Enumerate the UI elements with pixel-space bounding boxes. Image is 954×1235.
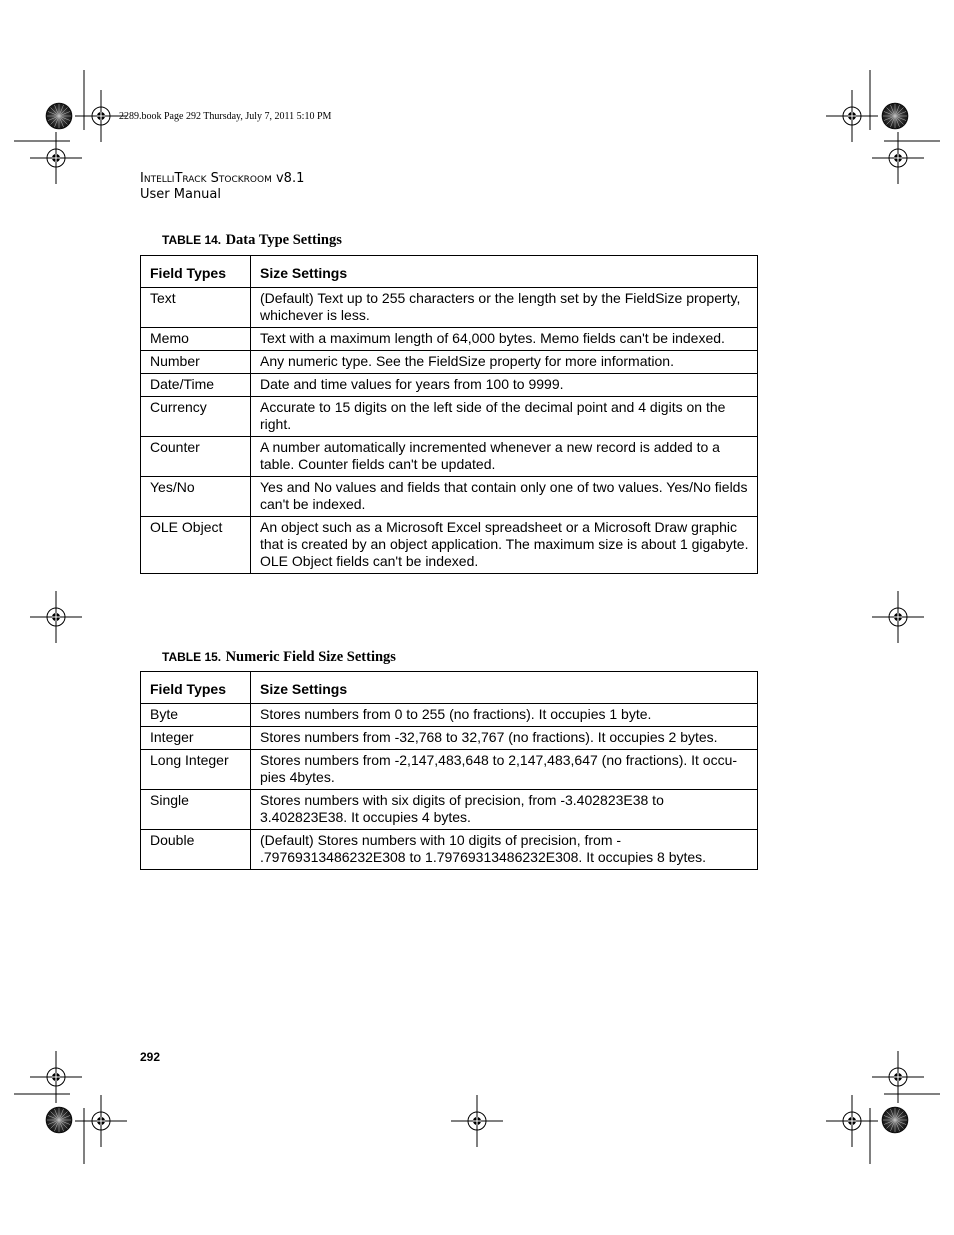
running-header-title: IntelliTrack Stockroom v8.1: [140, 171, 305, 186]
table-row: [141, 790, 758, 830]
field-type-cell: Number: [141, 351, 251, 374]
slug-line: 2289.book Page 292 Thursday, July 7, 2011 5:10 PM: [119, 111, 332, 122]
field-type-cell: Integer: [141, 727, 251, 750]
table-row: [141, 727, 758, 750]
column-header: Field Types: [141, 256, 251, 288]
table-row: [141, 517, 758, 574]
table-row: [141, 397, 758, 437]
table-row: [141, 288, 758, 328]
size-setting-cell: Stores numbers from -32,768 to 32,767 (no fractions). It occupies 2 bytes.: [251, 727, 758, 750]
size-setting-cell: (Default) Stores numbers with 10 digits of precision, from - .79769313486232E308 to 1.79769313486232E308. It occupies 8 bytes.: [251, 830, 758, 870]
field-type-cell: Yes/No: [141, 477, 251, 517]
field-type-cell: Byte: [141, 704, 251, 727]
field-type-cell: Text: [141, 288, 251, 328]
size-setting-cell: Date and time values for years from 100 to 9999.: [251, 374, 758, 397]
table-row: [141, 328, 758, 351]
table14-title: Data Type Settings: [225, 232, 342, 248]
size-setting-cell: Stores numbers from 0 to 255 (no fractions). It occupies 1 byte.: [251, 704, 758, 727]
column-header: Size Settings: [251, 256, 758, 288]
field-type-cell: Double: [141, 830, 251, 870]
numeric-field-size-table: [140, 671, 758, 870]
field-type-cell: Date/Time: [141, 374, 251, 397]
table-header-row: [141, 256, 758, 288]
size-setting-cell: Text with a maximum length of 64,000 bytes. Memo fields can't be indexed.: [251, 328, 758, 351]
field-type-cell: Single: [141, 790, 251, 830]
table15-title: Numeric Field Size Settings: [225, 649, 396, 665]
table-row: [141, 437, 758, 477]
table-row: [141, 477, 758, 517]
table15-number: TABLE 15.: [162, 650, 222, 664]
size-setting-cell: Stores numbers from -2,147,483,648 to 2,147,483,647 (no fractions). It occu- pies 4bytes.: [251, 750, 758, 790]
table-row: [141, 830, 758, 870]
table-row: [141, 750, 758, 790]
size-setting-cell: Yes and No values and fields that contain only one of two values. Yes/No fields can't be indexed.: [251, 477, 758, 517]
field-type-cell: OLE Object: [141, 517, 251, 574]
field-type-cell: Counter: [141, 437, 251, 477]
size-setting-cell: A number automatically incremented whenever a new record is added to a table. Counter fields can't be updated.: [251, 437, 758, 477]
field-type-cell: Memo: [141, 328, 251, 351]
running-header-subtitle: User Manual: [140, 187, 222, 202]
field-type-cell: Currency: [141, 397, 251, 437]
table14-number: TABLE 14.: [162, 233, 222, 247]
table-header-row: [141, 672, 758, 704]
size-setting-cell: (Default) Text up to 255 characters or the length set by the FieldSize property, whichever is less.: [251, 288, 758, 328]
table14-caption: [162, 231, 342, 249]
size-setting-cell: Stores numbers with six digits of precision, from -3.402823E38 to 3.402823E38. It occupies 4 bytes.: [251, 790, 758, 830]
column-header: Size Settings: [251, 672, 758, 704]
size-setting-cell: Any numeric type. See the FieldSize property for more information.: [251, 351, 758, 374]
table-row: [141, 351, 758, 374]
table-row: [141, 374, 758, 397]
data-type-settings-table: [140, 255, 758, 574]
size-setting-cell: Accurate to 15 digits on the left side of the decimal point and 4 digits on the right.: [251, 397, 758, 437]
field-type-cell: Long Integer: [141, 750, 251, 790]
column-header: Field Types: [141, 672, 251, 704]
table15-caption: [162, 648, 396, 666]
table-row: [141, 704, 758, 727]
size-setting-cell: An object such as a Microsoft Excel spreadsheet or a Microsoft Draw graphic that is created by an object application. The maximum size is about 1 gigabyte. OLE Object fields can't be indexed.: [251, 517, 758, 574]
page-number: 292: [140, 1050, 161, 1064]
